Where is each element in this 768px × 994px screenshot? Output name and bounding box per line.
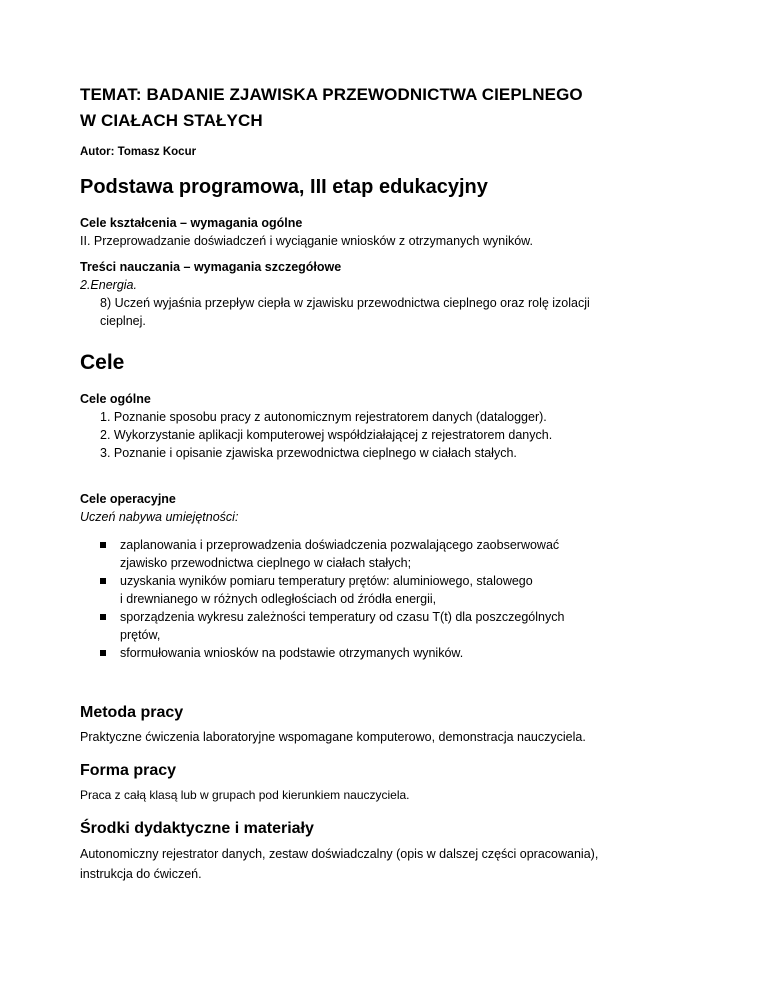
title-line-2: W CIAŁACH STAŁYCH: [80, 111, 263, 130]
operational-intro: Uczeń nabywa umiejętności:: [80, 510, 239, 524]
list-item: 3. Poznanie i opisanie zjawiska przewodnictwa cieplnego w ciałach stałych.: [100, 446, 517, 460]
list-item-line: i drewnianego w różnych odległościach od źródła energii,: [120, 592, 437, 606]
podstawa-heading: Podstawa programowa, III etap edukacyjny: [80, 176, 488, 198]
list-item: [80, 536, 700, 572]
list-item: 2. Wykorzystanie aplikacji komputerowej współdziałającej z rejestratorem danych.: [100, 428, 553, 442]
document-page: [80, 82, 700, 884]
metoda-heading: Metoda pracy: [80, 704, 184, 721]
list-item-line: zjawisko przewodnictwa cieplnego w ciałach stałych;: [120, 556, 412, 570]
square-bullet-icon: [100, 578, 106, 584]
list-item: [80, 572, 700, 608]
square-bullet-icon: [100, 650, 106, 656]
cele-heading: Cele: [80, 351, 125, 374]
goals-heading: Cele kształcenia – wymagania ogólne: [80, 216, 303, 230]
goals-text: II. Przeprowadzanie doświadczeń i wyciąganie wniosków z otrzymanych wyników.: [80, 234, 533, 248]
srodki-heading: Środki dydaktyczne i materiały: [80, 820, 314, 837]
content-point-line-2: cieplnej.: [100, 314, 146, 328]
list-item-line: sporządzenia wykresu zależności temperatury od czasu T(t) dla poszczególnych: [120, 610, 565, 624]
list-item-line: prętów,: [120, 628, 161, 642]
content-topic: 2.Energia.: [80, 278, 137, 292]
document-title: [80, 82, 700, 134]
srodki-text-line-1: Autonomiczny rejestrator danych, zestaw doświadczalny (opis w dalszej części opracowania),: [80, 847, 599, 861]
list-item: 1. Poznanie sposobu pracy z autonomicznym rejestratorem danych (datalogger).: [100, 410, 547, 424]
square-bullet-icon: [100, 614, 106, 620]
author-line: Autor: Tomasz Kocur: [80, 146, 197, 158]
metoda-text: Praktyczne ćwiczenia laboratoryjne wspomagane komputerowo, demonstracja nauczyciela.: [80, 730, 586, 744]
general-goals-heading: Cele ogólne: [80, 392, 151, 406]
list-item: [80, 644, 700, 662]
operational-goals-list: [80, 536, 700, 662]
content-point-line-1: 8) Uczeń wyjaśnia przepływ ciepła w zjawisku przewodnictwa cieplnego oraz rolę izolacji: [100, 296, 590, 310]
list-item: [80, 608, 700, 644]
title-line-1: TEMAT: BADANIE ZJAWISKA PRZEWODNICTWA CIEPLNEGO: [80, 85, 583, 104]
srodki-text-line-2: instrukcja do ćwiczeń.: [80, 867, 202, 881]
square-bullet-icon: [100, 542, 106, 548]
general-goals-list: [80, 408, 700, 462]
list-item-line: uzyskania wyników pomiaru temperatury prętów: aluminiowego, stalowego: [120, 574, 533, 588]
content-heading: Treści nauczania – wymagania szczegółowe: [80, 260, 342, 274]
forma-text: Praca z całą klasą lub w grupach pod kierunkiem nauczyciela.: [80, 788, 410, 802]
list-item-line: sformułowania wniosków na podstawie otrzymanych wyników.: [120, 646, 464, 660]
operational-goals-heading: Cele operacyjne: [80, 492, 176, 506]
forma-heading: Forma pracy: [80, 762, 177, 779]
list-item-line: zaplanowania i przeprowadzenia doświadczenia pozwalającego zaobserwować: [120, 538, 560, 552]
